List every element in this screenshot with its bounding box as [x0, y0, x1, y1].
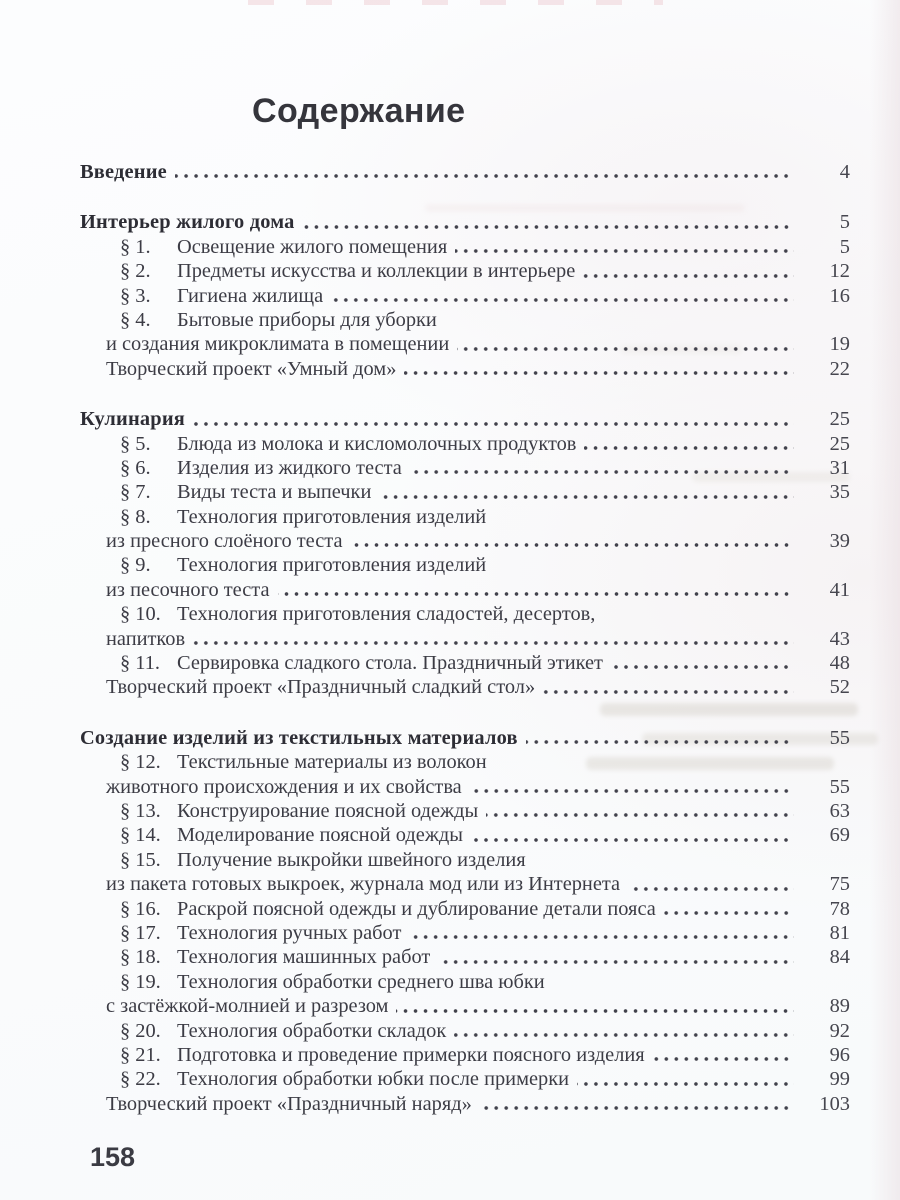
entry-number: § 4.: [120, 308, 151, 331]
entry-number: § 19.: [120, 970, 161, 993]
entry-page: 75: [829, 873, 850, 896]
entry-title: Конструирование поясной одежды: [177, 799, 479, 822]
entry-title: с застёжкой-молнией и разрезом: [106, 995, 389, 1018]
dot-leader: [455, 248, 794, 254]
toc-entry: [80, 578, 850, 602]
entry-title: Раскрой поясной одежды и дублирование детали пояса: [177, 897, 656, 920]
toc-entry: [80, 480, 850, 504]
entry-page: 5: [839, 235, 850, 258]
entry-title: Предметы искусства и коллекции в интерьере: [177, 260, 576, 283]
page-number: 158: [90, 1142, 136, 1173]
dot-leader: [331, 297, 794, 303]
entry-title: и создания микроклимата в помещении: [106, 333, 450, 356]
entry-page: 81: [829, 921, 850, 944]
entry-number: § 6.: [120, 456, 151, 479]
toc-entry: [80, 210, 850, 234]
entry-title: Изделия из жидкого теста: [177, 456, 402, 479]
toc-entry: [80, 235, 850, 259]
toc-entry: [80, 726, 850, 750]
dot-leader: [653, 1056, 794, 1062]
toc-entry: [80, 259, 850, 283]
entry-page: 35: [829, 481, 850, 504]
dot-leader: [486, 812, 794, 818]
entry-title: Гигиена жилища: [177, 284, 324, 307]
dot-leader: [584, 445, 794, 451]
entry-title: Моделирование поясной одежды: [177, 824, 463, 847]
entry-number: § 15.: [120, 848, 161, 871]
dot-leader: [409, 934, 794, 940]
entry-number: § 8.: [120, 505, 151, 528]
entry-number: § 17.: [120, 921, 161, 944]
toc-entry: [80, 529, 850, 553]
dot-leader: [526, 739, 794, 745]
entry-title: Творческий проект «Праздничный наряд»: [106, 1092, 472, 1115]
dot-leader: [303, 224, 794, 230]
page-title: Содержание: [252, 92, 466, 130]
toc-entry: [80, 750, 850, 774]
entry-title: Подготовка и проведение примерки поясного изделия: [177, 1043, 645, 1066]
entry-page: 55: [829, 726, 850, 749]
dot-leader: [577, 1081, 794, 1087]
toc-entry: [80, 921, 850, 945]
dot-leader: [438, 959, 794, 965]
entry-number: § 22.: [120, 1068, 161, 1091]
dot-leader: [583, 273, 794, 279]
entry-page: 12: [829, 260, 850, 283]
toc-entry: [80, 407, 850, 431]
entry-title: Виды теста и выпечки: [177, 481, 372, 504]
entry-title: Технология приготовления изделий: [177, 505, 487, 528]
entry-page: 25: [829, 432, 850, 455]
toc-entry: [80, 357, 850, 381]
dot-leader: [603, 616, 794, 622]
dot-leader: [494, 567, 794, 573]
entry-page: 78: [829, 897, 850, 920]
entry-title: Технология машинных работ: [177, 946, 431, 969]
entry-title: Текстильные материалы из волокон: [177, 751, 487, 774]
toc-entry: [80, 823, 850, 847]
entry-page: 96: [829, 1043, 850, 1066]
entry-number: § 5.: [120, 432, 151, 455]
entry-title: из песочного теста: [106, 578, 270, 601]
dot-leader: [470, 788, 794, 794]
toc-entry: [80, 651, 850, 675]
dot-leader: [480, 1105, 794, 1111]
entry-title: Сервировка сладкого стола. Праздничный этикет: [177, 652, 603, 675]
entry-number: § 12.: [120, 751, 161, 774]
entry-page: 63: [829, 799, 850, 822]
dot-leader: [543, 689, 794, 695]
dot-leader: [351, 542, 795, 548]
entry-number: § 2.: [120, 260, 151, 283]
entry-page: 103: [819, 1092, 850, 1115]
dot-leader: [494, 518, 794, 524]
entry-page: 16: [829, 284, 850, 307]
entry-title: Блюда из молока и кисломолочных продуктов: [177, 432, 577, 455]
toc-entry: [80, 432, 850, 456]
entry-number: § 14.: [120, 824, 161, 847]
entry-number: § 3.: [120, 284, 151, 307]
toc-entry: [80, 872, 850, 896]
entry-number: § 11.: [120, 652, 161, 675]
entry-title: Создание изделий из текстильных материалов: [80, 726, 518, 749]
toc-entry: [80, 284, 850, 308]
toc-entry: [80, 1043, 850, 1067]
toc-entry: [80, 897, 850, 921]
entry-page: 19: [829, 333, 850, 356]
entry-page: 84: [829, 946, 850, 969]
dot-leader: [454, 1032, 794, 1038]
entry-title: Технология обработки юбки после примерки: [177, 1068, 570, 1091]
entry-title: из пресного слоёного теста: [106, 530, 343, 553]
entry-page: 99: [829, 1068, 850, 1091]
dot-leader: [457, 346, 794, 352]
entry-page: 69: [829, 824, 850, 847]
toc-entry: [80, 602, 850, 626]
scan-edge-shadow: [870, 0, 900, 1200]
entry-title: Получение выкройки швейного изделия: [177, 848, 526, 871]
entry-page: 5: [839, 211, 850, 234]
entry-page: 22: [829, 357, 850, 380]
toc-list: [80, 160, 850, 1116]
dot-leader: [396, 1008, 794, 1014]
toc-entry: [80, 775, 850, 799]
entry-title: Кулинария: [80, 408, 186, 431]
entry-number: § 10.: [120, 603, 161, 626]
entry-page: 52: [829, 676, 850, 699]
entry-number: § 16.: [120, 897, 161, 920]
entry-title: Технология обработки среднего шва юбки: [177, 970, 545, 993]
dot-leader: [611, 664, 794, 670]
entry-page: 48: [829, 652, 850, 675]
toc-entry: [80, 945, 850, 969]
entry-title: из пакета готовых выкроек, журнала мод или из Интернета: [106, 873, 621, 896]
toc-entry: [80, 456, 850, 480]
dot-leader: [445, 321, 794, 327]
entry-title: Технология приготовления сладостей, десертов,: [177, 603, 596, 626]
entry-page: 92: [829, 1019, 850, 1042]
toc-entry: [80, 505, 850, 529]
entry-number: § 20.: [120, 1019, 161, 1042]
entry-title: напитков: [106, 627, 186, 650]
entry-title: животного происхождения и их свойства: [106, 775, 462, 798]
entry-page: 39: [829, 530, 850, 553]
entry-page: 31: [829, 456, 850, 479]
toc-entry: [80, 1092, 850, 1116]
entry-number: § 7.: [120, 481, 151, 504]
dot-leader: [410, 469, 794, 475]
entry-title: Технология приготовления изделий: [177, 554, 487, 577]
entry-title: Творческий проект «Умный дом»: [106, 357, 397, 380]
toc-entry: [80, 308, 850, 332]
entry-title: Освещение жилого помещения: [177, 235, 448, 258]
dot-leader: [534, 861, 794, 867]
entry-number: § 1.: [120, 235, 151, 258]
entry-number: § 13.: [120, 799, 161, 822]
dot-leader: [664, 910, 794, 916]
dot-leader: [404, 370, 794, 376]
entry-title: Технология ручных работ: [177, 921, 402, 944]
toc-entry: [80, 627, 850, 651]
toc-entry: [80, 970, 850, 994]
entry-page: 41: [829, 578, 850, 601]
toc-entry: [80, 332, 850, 356]
toc-entry: [80, 1067, 850, 1091]
entry-title: Технология обработки складок: [177, 1019, 447, 1042]
dot-leader: [379, 494, 794, 500]
dot-leader: [193, 421, 794, 427]
toc-entry: [80, 675, 850, 699]
entry-number: § 9.: [120, 554, 151, 577]
toc-entry: [80, 994, 850, 1018]
entry-title: Интерьер жилого дома: [80, 211, 295, 234]
entry-title: Бытовые приборы для уборки: [177, 308, 437, 331]
dot-leader: [193, 640, 794, 646]
toc-entry: [80, 1019, 850, 1043]
entry-page: 4: [839, 161, 850, 183]
toc-entry: [80, 799, 850, 823]
entry-page: 55: [829, 775, 850, 798]
dot-leader: [553, 983, 794, 989]
dot-leader: [628, 886, 794, 892]
dot-leader: [471, 837, 794, 843]
scan-bleed-artifact-top: [248, 0, 663, 5]
dot-leader: [495, 764, 794, 770]
entry-page: 89: [829, 995, 850, 1018]
toc-entry: [80, 553, 850, 577]
dot-leader: [175, 173, 794, 179]
entry-number: § 21.: [120, 1043, 161, 1066]
dot-leader: [278, 591, 795, 597]
entry-page: 25: [829, 408, 850, 431]
entry-title: Творческий проект «Праздничный сладкий стол»: [106, 676, 536, 699]
toc-entry: [80, 160, 850, 184]
entry-page: 43: [829, 627, 850, 650]
entry-title: Введение: [80, 161, 167, 183]
toc-entry: [80, 848, 850, 872]
entry-number: § 18.: [120, 946, 161, 969]
